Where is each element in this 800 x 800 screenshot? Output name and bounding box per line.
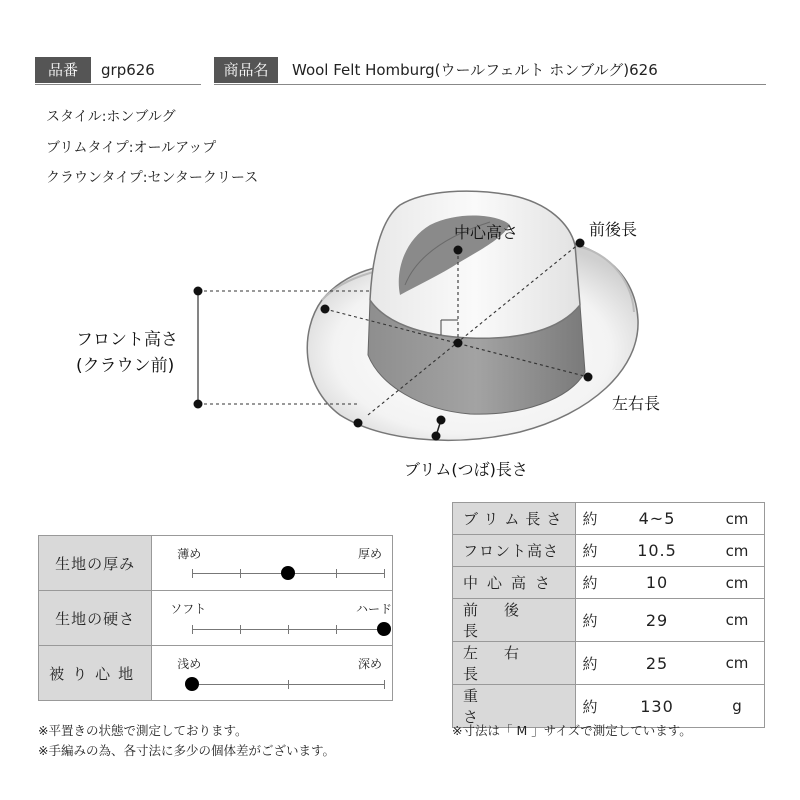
size-name: 中心高さ (453, 567, 576, 599)
size-row (453, 503, 765, 535)
measure-dot (321, 305, 330, 314)
size-name: フロント高さ (453, 535, 576, 567)
size-value: 10.5 (604, 535, 710, 567)
size-unit: cm (710, 642, 765, 685)
measure-dot (576, 239, 585, 248)
note-handmade: ※手編みの為、各寸法に多少の個体差がございます。 (38, 743, 335, 758)
size-name: ブリム長さ (453, 503, 576, 535)
label-front-height: フロント高さ (76, 330, 178, 350)
size-unit: cm (710, 567, 765, 599)
rating-right-label: 深め (357, 657, 382, 671)
size-approx: 約 (576, 503, 605, 535)
size-value: 10 (604, 567, 710, 599)
rating-right-label: ハード (355, 602, 392, 616)
measure-dot (454, 246, 463, 255)
size-approx: 約 (576, 535, 605, 567)
measure-dot (437, 416, 446, 425)
rating-label: 生地の厚み (39, 536, 152, 591)
rating-scale (152, 591, 393, 646)
rating-scale (152, 646, 393, 701)
size-row (453, 642, 765, 685)
measure-dot (454, 339, 463, 348)
measure-dot (584, 373, 593, 382)
size-approx: 約 (576, 685, 605, 728)
size-row (453, 567, 765, 599)
rating-left-label: 浅め (177, 657, 202, 671)
label-crown-height: 中心高さ (454, 223, 519, 242)
measure-dot (194, 400, 203, 409)
rating-row (39, 536, 393, 591)
rating-row (39, 646, 393, 701)
label-side-length: 左右長 (612, 394, 661, 413)
note-flat-measure: ※平置きの状態で測定しております。 (38, 723, 248, 738)
label-front-height-sub: (クラウン前) (76, 356, 175, 376)
header-divider (214, 84, 766, 85)
rating-marker (281, 566, 295, 580)
spec-brim-type: ブリムタイプ:オールアップ (46, 140, 217, 156)
rating-row (39, 591, 393, 646)
header-divider (35, 84, 201, 85)
size-unit: cm (710, 599, 765, 642)
spec-style: スタイル:ホンブルグ (46, 109, 176, 125)
size-approx: 約 (576, 642, 605, 685)
label-brim-length: ブリム(つば)長さ (404, 460, 528, 479)
size-unit: cm (710, 535, 765, 567)
size-value: 25 (604, 642, 710, 685)
size-value: 130 (604, 685, 710, 728)
label-front-back: 前後長 (589, 220, 638, 239)
size-row (453, 535, 765, 567)
size-table (452, 502, 765, 728)
size-approx: 約 (576, 567, 605, 599)
spec-crown-type: クラウンタイプ:センタークリース (46, 170, 259, 186)
rating-right-label: 厚め (357, 547, 382, 561)
size-unit: g (710, 685, 765, 728)
rating-label: 生地の硬さ (39, 591, 152, 646)
rating-left-label: ソフト (170, 602, 207, 616)
measure-dot (432, 432, 441, 441)
product-name-label: 商品名 (214, 57, 278, 83)
rating-label: 被り心地 (39, 646, 152, 701)
size-name: 重さ (453, 685, 576, 728)
rating-scale (152, 536, 393, 591)
size-value: 4~5 (604, 503, 710, 535)
measure-dot (194, 287, 203, 296)
rating-marker (377, 622, 391, 636)
size-row (453, 599, 765, 642)
rating-left-label: 薄め (177, 547, 202, 561)
measure-dot (354, 419, 363, 428)
size-approx: 約 (576, 599, 605, 642)
rating-marker (185, 677, 199, 691)
product-code-label: 品番 (35, 57, 91, 83)
product-code-value: grp626 (101, 61, 155, 79)
size-name: 前後長 (453, 599, 576, 642)
note-size-m: ※寸法は「 M 」サイズで測定しています。 (452, 723, 692, 738)
size-name: 左右長 (453, 642, 576, 685)
fabric-ratings-table (38, 535, 393, 701)
product-name-value: Wool Felt Homburg(ウールフェルト ホンブルグ)626 (292, 61, 658, 79)
size-value: 29 (604, 599, 710, 642)
size-unit: cm (710, 503, 765, 535)
